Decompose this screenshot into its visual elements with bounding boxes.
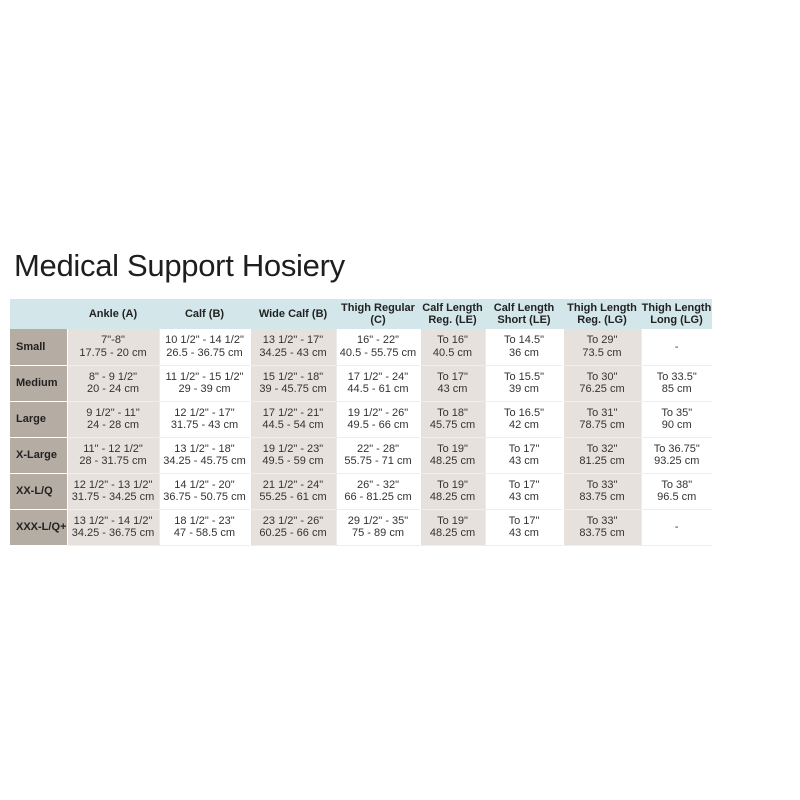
cell-value: 13 1/2" - 18" — [174, 442, 235, 455]
cell-value: 31.75 - 34.25 cm — [71, 491, 155, 503]
table-body — [10, 329, 712, 545]
table-cell — [336, 365, 420, 401]
cell-value: 17 1/2" - 24" — [347, 370, 409, 383]
cell-value: 17 1/2" - 21" — [262, 406, 324, 419]
cell-value: 29 1/2" - 35" — [347, 514, 409, 527]
cell-value: 47 - 58.5 cm — [173, 527, 236, 539]
row-size-label: Medium — [10, 365, 67, 401]
cell-value: 48.25 cm — [429, 491, 476, 503]
cell-value: 43 cm — [509, 527, 539, 539]
table-cell — [420, 401, 485, 437]
cell-value: 44.5 - 54 cm — [262, 419, 324, 431]
column-header — [250, 299, 336, 329]
cell-value: 36.75 - 50.75 cm — [163, 491, 246, 503]
cell-value: To 15.5" — [504, 370, 544, 383]
cell-value: 18 1/2" - 23" — [174, 514, 235, 527]
table-cell — [420, 473, 485, 509]
column-header-line: Long (LG) — [650, 314, 703, 326]
cell-value: 83.75 cm — [579, 491, 625, 503]
cell-value: 60.25 - 66 cm — [259, 527, 327, 539]
cell-value: 48.25 cm — [429, 527, 476, 539]
table-cell — [485, 509, 563, 545]
column-header-line: Calf Length — [422, 302, 483, 314]
cell-value: To 35" — [661, 406, 693, 419]
cell-value: 43 cm — [509, 491, 539, 503]
cell-value: 14 1/2" - 20" — [174, 478, 235, 491]
header-corner-cell — [10, 299, 67, 329]
cell-value: 43 cm — [509, 455, 539, 467]
table-cell — [159, 473, 250, 509]
table-cell — [563, 329, 641, 365]
cell-value: To 17" — [508, 478, 540, 491]
cell-value: 34.25 - 36.75 cm — [71, 527, 155, 539]
table-row — [10, 437, 712, 473]
table-cell — [563, 473, 641, 509]
cell-value: 34.25 - 43 cm — [259, 346, 327, 359]
table-cell — [641, 329, 712, 365]
cell-value: 13 1/2" - 14 1/2" — [73, 514, 153, 527]
table-cell — [159, 365, 250, 401]
cell-value: To 18" — [437, 406, 468, 419]
cell-value: 49.5 - 66 cm — [347, 419, 409, 431]
cell-value: 83.75 cm — [579, 527, 625, 539]
cell-value: 48.25 cm — [429, 455, 476, 467]
cell-value: 96.5 cm — [657, 491, 697, 503]
table-cell — [641, 509, 712, 545]
column-header-line: Calf Length — [493, 302, 555, 314]
table-cell — [250, 329, 336, 365]
table-row — [10, 401, 712, 437]
table-cell — [563, 509, 641, 545]
table-cell — [485, 437, 563, 473]
cell-value: 20 - 24 cm — [87, 383, 139, 395]
cell-value: 8" - 9 1/2" — [88, 370, 138, 383]
cell-value: 73.5 cm — [582, 346, 622, 359]
cell-value: 26" - 32" — [356, 478, 400, 491]
column-header-line: (C) — [370, 314, 386, 326]
cell-value: To 17" — [508, 514, 540, 527]
column-header — [336, 299, 420, 329]
table-cell — [563, 437, 641, 473]
column-header — [67, 299, 159, 329]
cell-value: 12 1/2" - 13 1/2" — [73, 478, 153, 491]
table-cell — [67, 365, 159, 401]
cell-value: To 16.5" — [504, 406, 544, 419]
cell-value: To 33.5" — [656, 370, 697, 383]
table-cell — [485, 473, 563, 509]
row-size-label: XX-L/Q — [10, 473, 67, 509]
column-header — [420, 299, 485, 329]
cell-value: 19 1/2" - 26" — [347, 406, 409, 419]
cell-value: To 29" — [586, 334, 618, 347]
column-header — [563, 299, 641, 329]
column-header-line: Thigh Regular — [341, 302, 415, 314]
column-header — [641, 299, 712, 329]
cell-value: 45.75 cm — [429, 419, 476, 431]
size-chart-table — [10, 299, 712, 546]
table-cell — [420, 329, 485, 365]
table-cell — [420, 437, 485, 473]
table-cell — [250, 365, 336, 401]
column-header-line: Wide Calf (B) — [258, 308, 328, 320]
cell-value: 36 cm — [509, 346, 539, 359]
table-cell — [420, 509, 485, 545]
table-cell — [250, 509, 336, 545]
cell-value: 40.5 cm — [432, 346, 473, 359]
cell-value: 23 1/2" - 26" — [262, 514, 324, 527]
row-size-label: Small — [10, 329, 67, 365]
column-header-line: Reg. (LG) — [577, 314, 627, 326]
table-cell — [485, 365, 563, 401]
table-cell — [159, 401, 250, 437]
cell-value: 39 - 45.75 cm — [259, 383, 327, 395]
cell-value: To 19" — [437, 478, 468, 491]
table-cell — [485, 329, 563, 365]
table-row — [10, 473, 712, 509]
cell-value: 93.25 cm — [654, 455, 700, 467]
table-cell — [641, 473, 712, 509]
cell-value: 29 - 39 cm — [178, 383, 231, 395]
cell-value: 12 1/2" - 17" — [174, 406, 235, 419]
table-cell — [336, 329, 420, 365]
cell-value: 19 1/2" - 23" — [262, 442, 324, 455]
column-header-line: Reg. (LE) — [428, 314, 477, 326]
cell-value: 16" - 22" — [356, 334, 400, 347]
cell-value: 21 1/2" - 24" — [262, 478, 324, 491]
cell-value: To 33" — [586, 514, 618, 527]
column-header-line: Thigh Length — [567, 302, 637, 314]
cell-value: To 36.75" — [653, 442, 700, 455]
cell-value: To 33" — [586, 478, 618, 491]
table-cell — [159, 329, 250, 365]
column-header — [485, 299, 563, 329]
cell-value: To 31" — [586, 406, 618, 419]
page-title: Medical Support Hosiery — [14, 248, 345, 283]
table-cell — [641, 401, 712, 437]
column-header-line: Calf (B) — [184, 308, 225, 320]
cell-value: 7"-8" — [101, 334, 125, 347]
cell-value: 31.75 - 43 cm — [170, 419, 239, 431]
cell-value: To 14.5" — [504, 334, 544, 347]
table-cell — [485, 401, 563, 437]
cell-value: 85 cm — [661, 383, 692, 395]
cell-value: 17.75 - 20 cm — [79, 346, 147, 359]
cell-value: 15 1/2" - 18" — [262, 370, 324, 383]
cell-value: To 16" — [437, 334, 468, 347]
table-cell — [67, 401, 159, 437]
table-cell — [420, 365, 485, 401]
column-header — [159, 299, 250, 329]
cell-value: 10 1/2" - 14 1/2" — [165, 334, 244, 347]
cell-value: 13 1/2" - 17" — [262, 334, 324, 347]
row-size-label: X-Large — [10, 437, 67, 473]
cell-value: To 32" — [586, 442, 618, 455]
cell-value: 76.25 cm — [579, 383, 625, 395]
table-cell — [563, 401, 641, 437]
column-header-line: Thigh Length — [641, 302, 712, 314]
table-row — [10, 365, 712, 401]
row-size-label: XXX-L/Q+ — [10, 509, 67, 545]
cell-value: 75 - 89 cm — [352, 527, 404, 539]
cell-value: 55.25 - 61 cm — [259, 491, 327, 503]
table-cell — [336, 401, 420, 437]
cell-value: 26.5 - 36.75 cm — [166, 346, 243, 359]
cell-value: To 30" — [586, 370, 618, 383]
cell-value: To 17" — [437, 370, 468, 383]
table-cell — [159, 437, 250, 473]
cell-value: To 38" — [661, 478, 693, 491]
table-cell — [336, 437, 420, 473]
cell-value: To 19" — [437, 442, 468, 455]
table-cell — [641, 437, 712, 473]
table-cell — [250, 401, 336, 437]
cell-value: 55.75 - 71 cm — [344, 455, 412, 467]
cell-value: 90 cm — [661, 419, 692, 431]
cell-value: - — [674, 340, 679, 353]
table-cell — [641, 365, 712, 401]
cell-value: 11 1/2" - 15 1/2" — [165, 370, 244, 383]
cell-value: To 17" — [508, 442, 540, 455]
cell-value: 22" - 28" — [356, 442, 400, 455]
cell-value: 78.75 cm — [579, 419, 625, 431]
cell-value: 42 cm — [509, 419, 539, 431]
cell-value: 43 cm — [437, 383, 468, 395]
table-cell — [159, 509, 250, 545]
cell-value: 66 - 81.25 cm — [344, 491, 412, 503]
cell-value: 49.5 - 59 cm — [262, 455, 324, 467]
cell-value: 11" - 12 1/2" — [83, 442, 143, 455]
table-cell — [67, 329, 159, 365]
table-cell — [563, 365, 641, 401]
row-size-label: Large — [10, 401, 67, 437]
table-cell — [67, 473, 159, 509]
table-cell — [67, 509, 159, 545]
cell-value: 44.5 - 61 cm — [347, 383, 409, 395]
table-row — [10, 329, 712, 365]
column-header-line: Short (LE) — [497, 314, 551, 326]
column-header-line: Ankle (A) — [88, 308, 138, 320]
table-cell — [336, 509, 420, 545]
cell-value: 34.25 - 45.75 cm — [163, 455, 246, 467]
cell-value: 28 - 31.75 cm — [79, 455, 147, 467]
table-cell — [336, 473, 420, 509]
cell-value: 40.5 - 55.75 cm — [339, 346, 417, 359]
table-header-row — [10, 299, 712, 329]
table-cell — [250, 437, 336, 473]
table-row — [10, 509, 712, 545]
cell-value: 24 - 28 cm — [87, 419, 139, 431]
cell-value: 39 cm — [509, 383, 539, 395]
cell-value: To 19" — [437, 514, 468, 527]
table-cell — [250, 473, 336, 509]
cell-value: - — [674, 520, 679, 533]
cell-value: 81.25 cm — [579, 455, 625, 467]
cell-value: 9 1/2" - 11" — [86, 406, 140, 419]
table-cell — [67, 437, 159, 473]
